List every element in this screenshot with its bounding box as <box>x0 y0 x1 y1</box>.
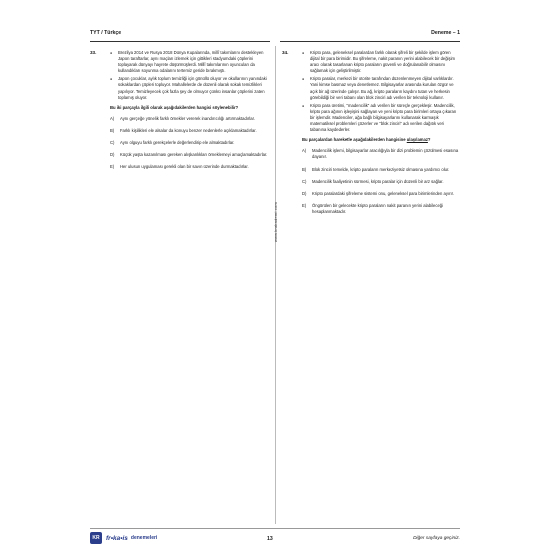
answer-option-d[interactable] <box>302 191 460 197</box>
stem-underlined: ulaşılamaz <box>406 137 428 143</box>
option-text: Madencilik faaliyetinin sürmesi, kripto paralar için düzenli bir arz sağlar. <box>312 178 444 184</box>
option-text: Her ulusun uygulaması gerekli olan bir savın üzerinde durmaktadırlar. <box>120 164 249 170</box>
footer-rule <box>90 528 460 529</box>
logo-subtitle: denemeleri <box>130 535 158 541</box>
header-rule-left <box>90 41 270 42</box>
header-exam-title: Deneme – 1 <box>431 30 460 36</box>
passage-bullet: ● Kripto paralar, merkezi bir otorite tarafından düzenlenmeyen dijital varlıklardır. Yani kimse basmaz veya denetlemez. Bilgisayarlar arasında kurulan özgür ve açık bir ağ üzerinde çalışır. Bu ağ, kripto paraların kaydını tutan ve herkesin görebildiği bir veri tabanı olan blok zinciri adı verilen bir teknoloji kullanır. <box>302 76 460 100</box>
question-34 <box>282 50 460 221</box>
option-letter: B) <box>110 127 115 133</box>
stem-text: Bu parçalardan hareketle aşağıdakilerden hangisine <box>302 137 407 143</box>
option-letter: C) <box>302 178 307 184</box>
header-subject: TYT / Türkçe <box>90 30 122 36</box>
option-text: Kripto paralardaki şifreleme sistemi onu, geleneksel para birimlerinden ayırır. <box>312 190 454 196</box>
question-number: 34. <box>282 50 289 55</box>
answer-option-c[interactable] <box>302 179 460 185</box>
option-letter: E) <box>110 164 115 170</box>
publisher-logo <box>90 532 157 544</box>
page-number: 13 <box>267 536 273 542</box>
answer-option-c[interactable] <box>110 140 268 146</box>
exam-page <box>80 22 470 542</box>
answer-option-e[interactable] <box>302 203 460 215</box>
answer-option-d[interactable] <box>110 152 268 158</box>
option-text: Küçük yaşta kazanılması gereken alışkanlıkları örneklemeyi amaçlamaktadırlar. <box>120 152 268 158</box>
passage-bullet: ● Kripto para, geleneksel paralardan farklı olarak şifreli bir şekilde işlem gören dijital bir para birimidir. Bu şifreleme, nakit paranın yerini alabilecek bir değişim aracı olarak tasarlanan kripto paraların güvenli ve doğrulanabilir olmasını sağlamak için geliştirilmiştir. <box>302 50 460 74</box>
option-text: Madencilik işlemi, bilgisayarlar aracılığıyla bir dizi problemin çözülmesi esasına dayanır. <box>312 148 459 160</box>
option-letter: D) <box>110 152 115 158</box>
answer-option-b[interactable] <box>302 167 460 173</box>
option-text: Aynı olguyu farklı gerekçelerle değerlendirip ele almaktadırlar. <box>120 140 235 146</box>
answer-option-a[interactable] <box>110 116 268 122</box>
next-page-note: Diğer sayfaya geçiniz. <box>413 536 460 541</box>
option-letter: D) <box>302 190 307 196</box>
option-text: Aynı gerçeğe yönelik farklı örnekler vererek inandırıcılığı artırmaktadırlar. <box>120 115 255 121</box>
passage-bullet: ● Japon çocuklar, aylık toplum temizliği için gönüllü oluyor ve okullarının yanındaki sokaklardan çöpleri topluyor. Mahallelerde de düzenli olarak sokak temizlikleri yapılıyor. Temizleyecek çok fazla şey de olmuyor çünkü insanlar çöplerini zaten toplamış oluyor. <box>110 76 268 100</box>
option-letter: E) <box>302 202 307 208</box>
question-33 <box>90 50 268 176</box>
answer-option-b[interactable] <box>110 128 268 134</box>
option-text: Farklı kişilikleri ele alsalar da konuyu benzer nedenlerle açıklamaktadırlar. <box>120 127 257 133</box>
question-number: 33. <box>90 50 97 55</box>
option-letter: A) <box>302 148 307 154</box>
passage-bullet: ● Kripto para üretimi, "madencilik" adı verilen bir süreçle gerçekleşir. Madencilik, kripto para ağının işleyişini sağlayan ve yeni kripto para birimleri ortaya çıkaran bir işlemdir. Madenciler, ağa bağlı bilgisayarlarını kullanarak karmaşık matematiksel problemleri çözerler ve "blok zinciri" adı verilen dağıtık veri tabanına kaydederler. <box>302 103 460 133</box>
stem-mark: ? <box>427 137 431 143</box>
option-letter: C) <box>110 140 115 146</box>
option-text: Öngörülen bir gelecekte kripto paraların nakit paranın yerini alabileceği hesaplanmaktadır. <box>312 202 444 214</box>
header-rule-right <box>280 41 460 42</box>
option-letter: A) <box>110 115 115 121</box>
option-text: Blok zinciri temelde, kripto paraların merkeziyetsiz olmasına yardımcı olur. <box>312 166 450 172</box>
question-stem: Bu iki parçayla ilgili olarak aşağıdakilerden hangisi söylenebilir? <box>110 104 239 110</box>
question-stem <box>302 137 460 143</box>
answer-option-a[interactable] <box>302 148 460 160</box>
option-letter: B) <box>302 166 307 172</box>
logo-wordmark: fr•ka•is <box>106 534 128 542</box>
column-divider <box>275 46 276 524</box>
answer-option-e[interactable] <box>110 164 268 170</box>
passage-bullet: ● Brezilya 2014 ve Rusya 2018 Dünya Kupalarında, millî takımlarını destekleyen Japon taraftarlar, aynı maçları izlemek için gittikleri stadyumdaki çöplerini toplayarak dünyayı hayrete düşürmüşlerdi. Millî takımlarının oyuncuları da kullandıkları soyunma odalarını tertemiz geride bırakmıştı. <box>110 50 268 74</box>
site-watermark: www.krakademi.com <box>273 202 278 243</box>
logo-badge-icon: KR <box>90 532 102 544</box>
